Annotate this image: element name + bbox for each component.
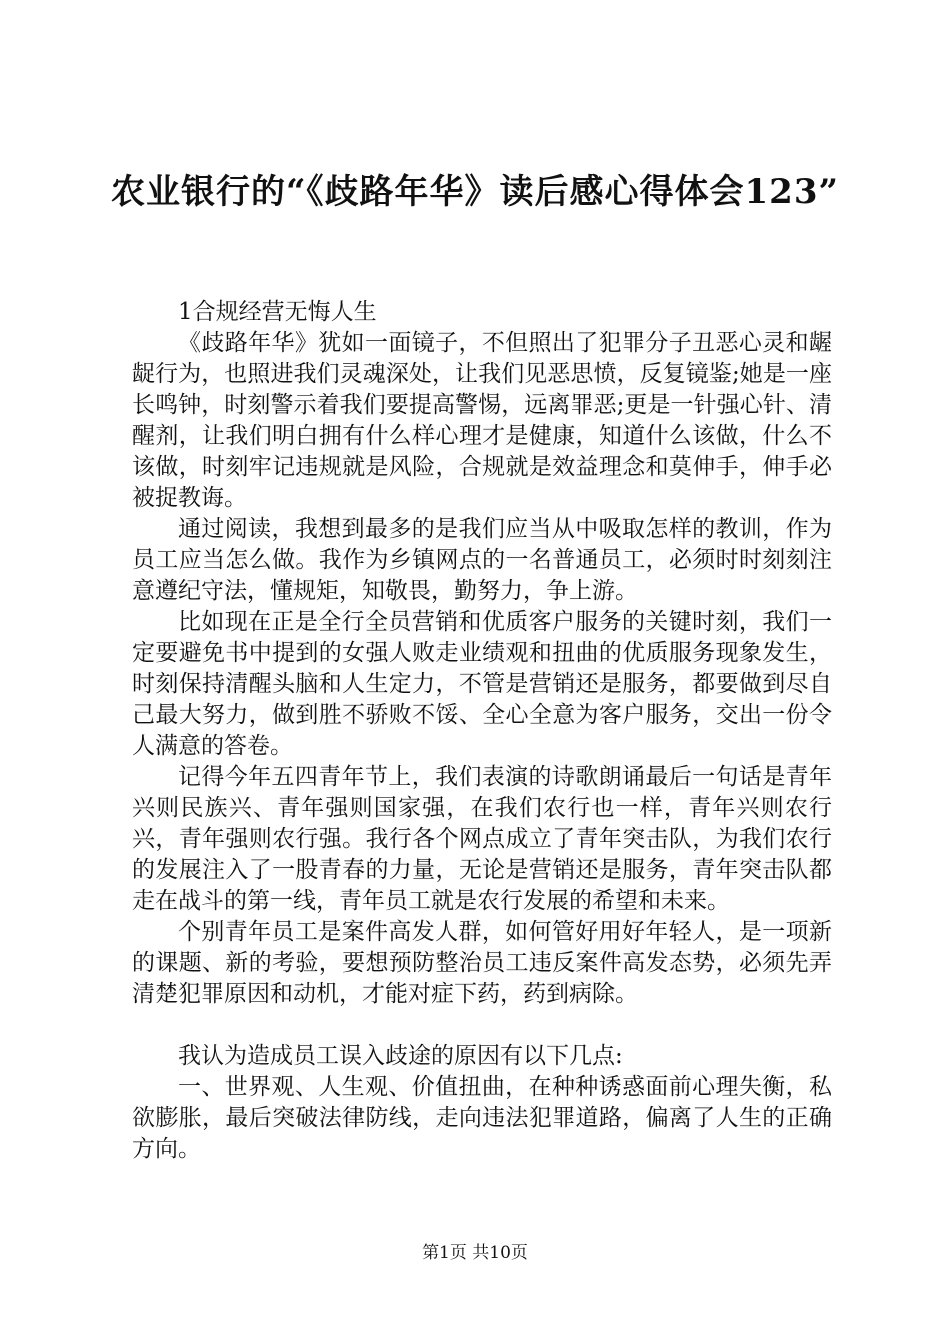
paragraph: 记得今年五四青年节上，我们表演的诗歌朗诵最后一句话是青年兴则民族兴、青年强则国家强，在我们农行也一样，青年兴则农行兴，青年强则农行强。我行各个网点成立了青年突击队，为我们农行的发展注入了一股青春的力量，无论是营销还是服务，青年突击队都走在战斗的第一线，青年员工就是农行发展的希望和未来。 (132, 764, 832, 914)
document-title: 农业银行的“《歧路年华》读后感心得体会123” (110, 172, 840, 212)
paragraph: 我认为造成员工误入歧途的原因有以下几点: (178, 1043, 623, 1069)
section-heading: 1合规经营无悔人生 (178, 299, 377, 325)
document-body (132, 297, 832, 1165)
paragraph: 通过阅读，我想到最多的是我们应当从中吸取怎样的教训，作为员工应当怎么做。我作为乡镇网点的一名普通员工，必须时时刻刻注意遵纪守法，懂规矩，知敬畏，勤努力，争上游。 (132, 516, 832, 604)
paragraph: 《歧路年华》犹如一面镜子，不但照出了犯罪分子丑恶心灵和龌龊行为，也照进我们灵魂深处，让我们见恶思愤，反复镜鉴;她是一座长鸣钟，时刻警示着我们要提高警惕，远离罪恶;更是一针强心针、清醒剂，让我们明白拥有什么样心理才是健康，知道什么该做，什么不该做，时刻牢记违规就是风险，合规就是效益理念和莫伸手，伸手必被捉教诲。 (132, 330, 832, 511)
paragraph: 一、世界观、人生观、价值扭曲，在种种诱惑面前心理失衡，私欲膨胀，最后突破法律防线，走向违法犯罪道路，偏离了人生的正确方向。 (132, 1074, 832, 1162)
page-footer (0, 1241, 950, 1265)
paragraph: 个别青年员工是案件高发人群，如何管好用好年轻人，是一项新的课题、新的考验，要想预防整治员工违反案件高发态势，必须先弄清楚犯罪原因和动机，才能对症下药，药到病除。 (132, 919, 832, 1007)
page-number-label: 第1页 共10页 (422, 1243, 528, 1263)
paragraph: 比如现在正是全行全员营销和优质客户服务的关键时刻，我们一定要避免书中提到的女强人败走业绩观和扭曲的优质服务现象发生，时刻保持清醒头脑和人生定力，不管是营销还是服务，都要做到尽自己最大努力，做到胜不骄败不馁、全心全意为客户服务，交出一份令人满意的答卷。 (132, 609, 832, 759)
